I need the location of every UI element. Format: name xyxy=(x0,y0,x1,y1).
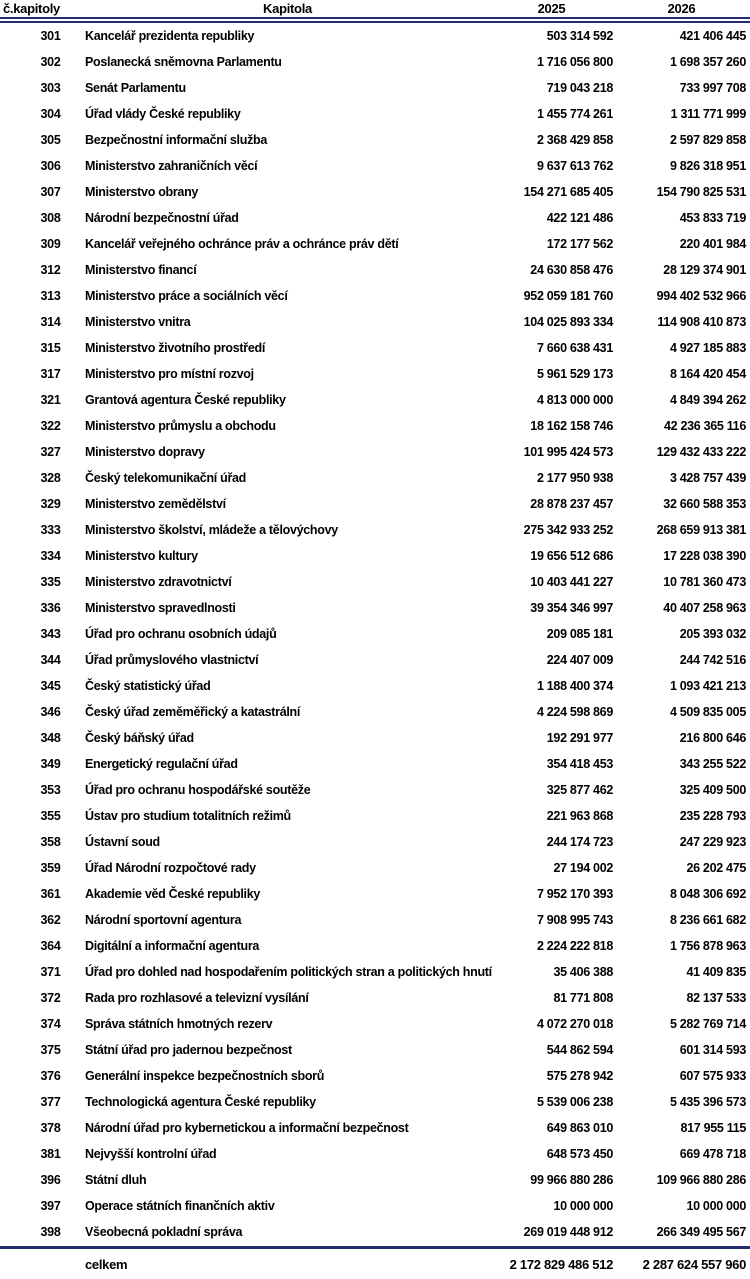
chapter-name: Generální inspekce bezpečnostních sborů xyxy=(85,1069,325,1083)
chapter-name: Technologická agentura České republiky xyxy=(85,1095,316,1109)
amount-2025: 19 656 512 686 xyxy=(530,549,613,563)
chapter-number: 307 xyxy=(40,185,61,199)
chapter-name: Senát Parlamentu xyxy=(85,81,186,95)
chapter-number: 378 xyxy=(40,1121,61,1135)
amount-2026: 4 849 394 262 xyxy=(669,393,746,407)
chapter-number: 371 xyxy=(40,965,61,979)
table-row xyxy=(0,23,750,49)
amount-2026: 10 781 360 473 xyxy=(663,575,746,589)
amount-2026: 17 228 038 390 xyxy=(663,549,746,563)
table-row xyxy=(0,335,750,361)
table-row xyxy=(0,829,750,855)
amount-2026: 8 236 661 682 xyxy=(669,913,746,927)
amount-2025: 209 085 181 xyxy=(546,627,613,641)
header-year-2026: 2026 xyxy=(667,1,696,16)
chapter-number: 302 xyxy=(40,55,61,69)
amount-2025: 575 278 942 xyxy=(546,1069,613,1083)
amount-2025: 7 660 638 431 xyxy=(536,341,613,355)
amount-2026: 32 660 588 353 xyxy=(663,497,746,511)
chapter-name: Ministerstvo spravedlnosti xyxy=(85,601,236,615)
table-header-row xyxy=(0,0,750,17)
amount-2026: 41 409 835 xyxy=(686,965,746,979)
amount-2025: 2 224 222 818 xyxy=(536,939,613,953)
chapter-number: 397 xyxy=(40,1199,61,1213)
chapter-name: Rada pro rozhlasové a televizní vysílání xyxy=(85,991,309,1005)
amount-2025: 224 407 009 xyxy=(546,653,613,667)
amount-2026: 1 698 357 260 xyxy=(669,55,746,69)
amount-2026: 1 311 771 999 xyxy=(670,107,746,121)
chapter-number: 335 xyxy=(40,575,61,589)
amount-2025: 154 271 685 405 xyxy=(523,185,613,199)
amount-2025: 1 716 056 800 xyxy=(536,55,613,69)
amount-2026: 235 228 793 xyxy=(679,809,746,823)
chapter-number: 377 xyxy=(40,1095,61,1109)
chapter-number: 328 xyxy=(40,471,61,485)
amount-2025: 4 224 598 869 xyxy=(536,705,613,719)
chapter-name: Český telekomunikační úřad xyxy=(85,471,247,485)
table-row xyxy=(0,257,750,283)
amount-2026: 154 790 825 531 xyxy=(656,185,746,199)
amount-2025: 649 863 010 xyxy=(546,1121,613,1135)
header-chapter-number: č.kapitoly xyxy=(3,1,60,16)
chapter-number: 336 xyxy=(40,601,61,615)
table-row xyxy=(0,725,750,751)
amount-2025: 192 291 977 xyxy=(546,731,613,745)
amount-2025: 7 952 170 393 xyxy=(536,887,613,901)
table-row xyxy=(0,907,750,933)
table-row xyxy=(0,1063,750,1089)
table-row xyxy=(0,517,750,543)
amount-2026: 8 048 306 692 xyxy=(669,887,746,901)
amount-2026: 733 997 708 xyxy=(679,81,746,95)
table-row xyxy=(0,751,750,777)
chapter-name: Úřad pro ochranu osobních údajů xyxy=(85,627,277,641)
amount-2026: 421 406 445 xyxy=(679,29,746,43)
amount-2026: 325 409 500 xyxy=(679,783,746,797)
total-label: celkem xyxy=(85,1256,128,1272)
amount-2025: 4 813 000 000 xyxy=(536,393,613,407)
chapter-number: 313 xyxy=(40,289,61,303)
amount-2026: 129 432 433 222 xyxy=(656,445,746,459)
table-row xyxy=(0,231,750,257)
amount-2026: 3 428 757 439 xyxy=(669,471,746,485)
amount-2025: 24 630 858 476 xyxy=(530,263,613,277)
amount-2026: 5 435 396 573 xyxy=(669,1095,746,1109)
amount-2026: 244 742 516 xyxy=(679,653,746,667)
chapter-number: 344 xyxy=(40,653,61,667)
chapter-number: 353 xyxy=(40,783,61,797)
chapter-name: Akademie věd České republiky xyxy=(85,887,261,901)
table-row xyxy=(0,283,750,309)
amount-2025: 81 771 808 xyxy=(553,991,613,1005)
amount-2026: 4 509 835 005 xyxy=(669,705,746,719)
amount-2025: 244 174 723 xyxy=(546,835,613,849)
amount-2025: 18 162 158 746 xyxy=(530,419,613,433)
chapter-number: 376 xyxy=(40,1069,61,1083)
chapter-name: Ministerstvo zdravotnictví xyxy=(85,575,232,589)
chapter-number: 306 xyxy=(40,159,61,173)
amount-2026: 9 826 318 951 xyxy=(669,159,746,173)
table-row xyxy=(0,127,750,153)
table-row xyxy=(0,673,750,699)
amount-2026: 114 908 410 873 xyxy=(657,315,746,329)
chapter-number: 312 xyxy=(40,263,61,277)
chapter-number: 329 xyxy=(40,497,61,511)
chapter-number: 304 xyxy=(40,107,61,121)
chapter-number: 364 xyxy=(40,939,61,953)
amount-2025: 275 342 933 252 xyxy=(523,523,613,537)
amount-2025: 99 966 880 286 xyxy=(530,1173,613,1187)
amount-2025: 9 637 613 762 xyxy=(536,159,613,173)
amount-2025: 101 995 424 573 xyxy=(523,445,613,459)
amount-2026: 109 966 880 286 xyxy=(656,1173,746,1187)
amount-2025: 1 455 774 261 xyxy=(536,107,613,121)
amount-2025: 172 177 562 xyxy=(546,237,613,251)
table-row xyxy=(0,1011,750,1037)
table-row xyxy=(0,49,750,75)
amount-2026: 28 129 374 901 xyxy=(663,263,746,277)
chapter-number: 308 xyxy=(40,211,61,225)
table-row xyxy=(0,855,750,881)
chapter-number: 334 xyxy=(40,549,61,563)
amount-2026: 343 255 522 xyxy=(679,757,746,771)
amount-2026: 220 401 984 xyxy=(679,237,746,251)
amount-2025: 2 177 950 938 xyxy=(536,471,613,485)
table-row xyxy=(0,491,750,517)
chapter-name: Český úřad zeměměřický a katastrální xyxy=(85,705,301,719)
chapter-number: 333 xyxy=(40,523,61,537)
chapter-number: 346 xyxy=(40,705,61,719)
chapter-name: Ministerstvo vnitra xyxy=(85,315,191,329)
chapter-number: 309 xyxy=(40,237,61,251)
amount-2026: 607 575 933 xyxy=(679,1069,746,1083)
amount-2026: 1 093 421 213 xyxy=(669,679,746,693)
table-row xyxy=(0,179,750,205)
table-row xyxy=(0,699,750,725)
amount-2025: 1 188 400 374 xyxy=(536,679,613,693)
amount-2025: 503 314 592 xyxy=(546,29,613,43)
chapter-number: 345 xyxy=(40,679,61,693)
table-row xyxy=(0,1167,750,1193)
amount-2025: 39 354 346 997 xyxy=(530,601,613,615)
amount-2026: 40 407 258 963 xyxy=(663,601,746,615)
amount-2025: 10 000 000 xyxy=(553,1199,613,1213)
amount-2025: 10 403 441 227 xyxy=(530,575,613,589)
chapter-number: 343 xyxy=(40,627,61,641)
table-row xyxy=(0,75,750,101)
table-row xyxy=(0,803,750,829)
table-row xyxy=(0,933,750,959)
chapter-name: Národní úřad pro kybernetickou a informační bezpečnost xyxy=(85,1121,409,1135)
amount-2025: 104 025 893 334 xyxy=(523,315,613,329)
chapter-name: Ministerstvo průmyslu a obchodu xyxy=(85,419,276,433)
amount-2026: 268 659 913 381 xyxy=(656,523,746,537)
table-row xyxy=(0,387,750,413)
amount-2026: 205 393 032 xyxy=(679,627,746,641)
amount-2026: 42 236 365 116 xyxy=(663,419,746,433)
header-chapter-name: Kapitola xyxy=(263,1,312,16)
chapter-number: 321 xyxy=(40,393,61,407)
chapter-number: 349 xyxy=(40,757,61,771)
chapter-number: 303 xyxy=(40,81,61,95)
chapter-name: Národní sportovní agentura xyxy=(85,913,242,927)
chapter-number: 381 xyxy=(40,1147,61,1161)
amount-2025: 27 194 002 xyxy=(553,861,613,875)
table-row xyxy=(0,153,750,179)
amount-2025: 221 963 868 xyxy=(546,809,613,823)
chapter-number: 315 xyxy=(40,341,61,355)
chapter-number: 305 xyxy=(40,133,61,147)
amount-2026: 669 478 718 xyxy=(679,1147,746,1161)
chapter-name: Český statistický úřad xyxy=(85,679,211,693)
chapter-name: Ministerstvo životního prostředí xyxy=(85,341,265,355)
chapter-name: Bezpečnostní informační služba xyxy=(85,133,268,147)
chapter-name: Úřad pro ochranu hospodářské soutěže xyxy=(85,783,311,797)
table-row xyxy=(0,309,750,335)
amount-2026: 216 800 646 xyxy=(679,731,746,745)
chapter-name: Ústavní soud xyxy=(85,835,160,849)
chapter-name: Státní dluh xyxy=(85,1173,147,1187)
amount-2026: 247 229 923 xyxy=(679,835,746,849)
table-row xyxy=(0,959,750,985)
amount-2025: 325 877 462 xyxy=(546,783,613,797)
chapter-number: 374 xyxy=(40,1017,61,1031)
chapter-name: Operace státních finančních aktiv xyxy=(85,1199,275,1213)
chapter-number: 398 xyxy=(40,1225,61,1239)
chapter-name: Ministerstvo kultury xyxy=(85,549,198,563)
amount-2025: 4 072 270 018 xyxy=(536,1017,613,1031)
chapter-name: Ministerstvo školství, mládeže a tělovýchovy xyxy=(85,523,338,537)
table-row xyxy=(0,361,750,387)
chapter-name: Ministerstvo pro místní rozvoj xyxy=(85,367,254,381)
chapter-name: Ministerstvo práce a sociálních věcí xyxy=(85,289,288,303)
chapter-name: Úřad pro dohled nad hospodařením politických stran a politických hnutí xyxy=(85,965,492,979)
chapter-name: Ministerstvo dopravy xyxy=(85,445,205,459)
chapter-name: Úřad Národní rozpočtové rady xyxy=(85,861,256,875)
amount-2026: 994 402 532 966 xyxy=(656,289,746,303)
total-amount-2026: 2 287 624 557 960 xyxy=(642,1256,746,1272)
amount-2026: 2 597 829 858 xyxy=(669,133,746,147)
table-row xyxy=(0,595,750,621)
table-row xyxy=(0,621,750,647)
table-row xyxy=(0,439,750,465)
amount-2025: 7 908 995 743 xyxy=(536,913,613,927)
amount-2026: 1 756 878 963 xyxy=(669,939,746,953)
amount-2025: 719 043 218 xyxy=(546,81,613,95)
chapter-name: Digitální a informační agentura xyxy=(85,939,260,953)
amount-2026: 4 927 185 883 xyxy=(669,341,746,355)
chapter-name: Kancelář prezidenta republiky xyxy=(85,29,255,43)
chapter-name: Správa státních hmotných rezerv xyxy=(85,1017,273,1031)
table-row xyxy=(0,101,750,127)
amount-2025: 28 878 237 457 xyxy=(530,497,613,511)
chapter-number: 361 xyxy=(40,887,61,901)
table-row xyxy=(0,1193,750,1219)
chapter-number: 355 xyxy=(40,809,61,823)
chapter-name: Úřad vlády České republiky xyxy=(85,107,241,121)
amount-2025: 648 573 450 xyxy=(546,1147,613,1161)
chapter-number: 322 xyxy=(40,419,61,433)
amount-2026: 266 349 495 567 xyxy=(656,1225,746,1239)
chapter-name: Kancelář veřejného ochránce práv a ochránce práv dětí xyxy=(85,237,399,251)
amount-2026: 601 314 593 xyxy=(679,1043,746,1057)
chapter-number: 358 xyxy=(40,835,61,849)
table-row xyxy=(0,1219,750,1245)
table-row xyxy=(0,1089,750,1115)
chapter-number: 327 xyxy=(40,445,61,459)
chapter-number: 362 xyxy=(40,913,61,927)
chapter-name: Všeobecná pokladní správa xyxy=(85,1225,243,1239)
chapter-number: 396 xyxy=(40,1173,61,1187)
chapter-name: Ústav pro studium totalitních režimů xyxy=(85,809,291,823)
amount-2025: 5 539 006 238 xyxy=(536,1095,613,1109)
amount-2025: 952 059 181 760 xyxy=(523,289,613,303)
chapter-name: Ministerstvo obrany xyxy=(85,185,199,199)
chapter-name: Ministerstvo zahraničních věcí xyxy=(85,159,258,173)
chapter-name: Nejvyšší kontrolní úřad xyxy=(85,1147,217,1161)
amount-2025: 35 406 388 xyxy=(553,965,613,979)
chapter-number: 359 xyxy=(40,861,61,875)
table-row xyxy=(0,569,750,595)
chapter-number: 372 xyxy=(40,991,61,1005)
amount-2026: 10 000 000 xyxy=(686,1199,746,1213)
chapter-name: Ministerstvo zemědělství xyxy=(85,497,226,511)
amount-2025: 2 368 429 858 xyxy=(536,133,613,147)
chapter-name: Národní bezpečnostní úřad xyxy=(85,211,239,225)
table-row xyxy=(0,985,750,1011)
chapter-name: Grantová agentura České republiky xyxy=(85,393,286,407)
amount-2026: 5 282 769 714 xyxy=(669,1017,746,1031)
table-row xyxy=(0,1037,750,1063)
amount-2025: 544 862 594 xyxy=(546,1043,613,1057)
amount-2026: 8 164 420 454 xyxy=(669,367,746,381)
chapter-number: 348 xyxy=(40,731,61,745)
table-row xyxy=(0,1141,750,1167)
table-row xyxy=(0,543,750,569)
table-row xyxy=(0,647,750,673)
amount-2026: 82 137 533 xyxy=(686,991,746,1005)
chapter-name: Poslanecká sněmovna Parlamentu xyxy=(85,55,282,69)
chapter-name: Státní úřad pro jadernou bezpečnost xyxy=(85,1043,292,1057)
total-amount-2025: 2 172 829 486 512 xyxy=(509,1256,613,1272)
chapter-name: Energetický regulační úřad xyxy=(85,757,238,771)
amount-2026: 453 833 719 xyxy=(679,211,746,225)
chapter-number: 375 xyxy=(40,1043,61,1057)
header-year-2025: 2025 xyxy=(537,1,566,16)
table-row xyxy=(0,413,750,439)
total-row xyxy=(0,1249,750,1279)
table-row xyxy=(0,465,750,491)
amount-2025: 5 961 529 173 xyxy=(536,367,613,381)
chapter-number: 314 xyxy=(40,315,61,329)
amount-2025: 269 019 448 912 xyxy=(523,1225,613,1239)
amount-2026: 817 955 115 xyxy=(680,1121,746,1135)
chapter-number: 317 xyxy=(40,367,61,381)
table-row xyxy=(0,205,750,231)
table-row xyxy=(0,1115,750,1141)
amount-2025: 422 121 486 xyxy=(546,211,613,225)
amount-2026: 26 202 475 xyxy=(686,861,746,875)
amount-2025: 354 418 453 xyxy=(546,757,613,771)
table-row xyxy=(0,777,750,803)
chapter-name: Český báňský úřad xyxy=(85,731,194,745)
chapter-name: Úřad průmyslového vlastnictví xyxy=(85,653,259,667)
table-row xyxy=(0,881,750,907)
chapter-name: Ministerstvo financí xyxy=(85,263,197,277)
chapter-number: 301 xyxy=(40,29,61,43)
